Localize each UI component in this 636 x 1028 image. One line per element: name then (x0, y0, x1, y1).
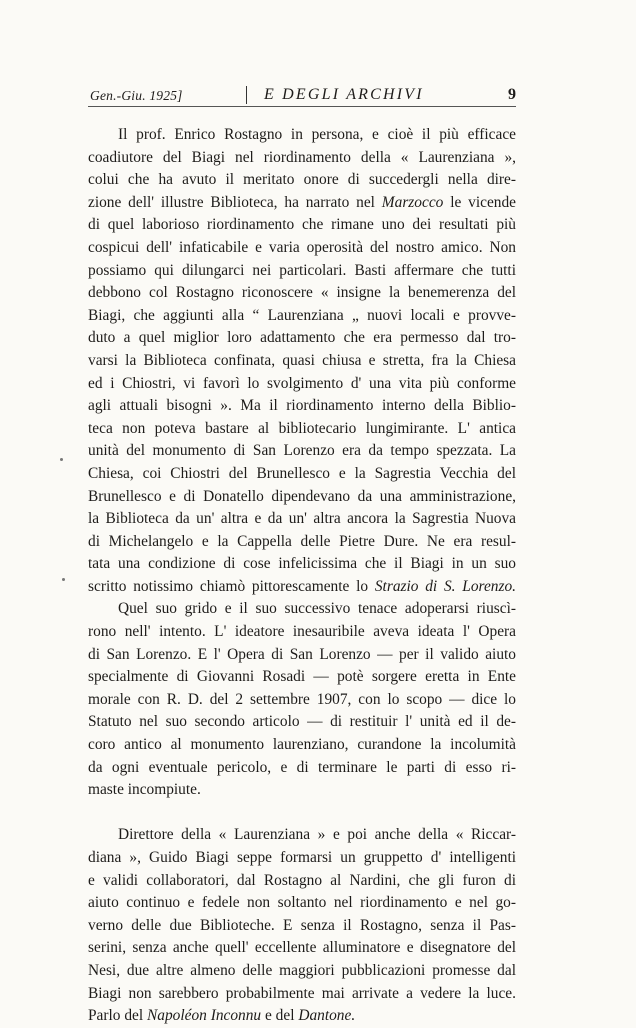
text-line (88, 892, 516, 915)
text-line (88, 237, 516, 260)
text-line (88, 305, 516, 328)
text-line (88, 1005, 516, 1028)
text-line (88, 440, 516, 463)
text-line (88, 124, 516, 147)
text-run: varsi la Biblioteca confinata, quasi chiusa e stretta, fra la Chiesa (88, 351, 516, 369)
text-line (88, 418, 516, 441)
text-run: le vicende (443, 193, 516, 211)
text-run: Brunellesco e di Donatello dipendevano da una amministrazione, (88, 487, 516, 505)
text-line (88, 553, 516, 576)
text-run: duto a quel miglior loro adattamento che era permesso dal tro- (88, 329, 516, 347)
text-line (88, 531, 516, 554)
text-run: Direttore della « Laurenziana » e poi anche della « Riccar- (118, 826, 516, 844)
text-run: Biagi, che aggiunti alla “ Laurenziana „ nuovi locali e provve- (88, 306, 516, 324)
text-run: morale con R. D. del 2 settembre 1907, con lo scopo — dice lo (88, 690, 516, 708)
text-run: Quel suo grido e il suo successivo tenace adoperarsi riuscì- (118, 600, 516, 618)
header-title: E DEGLI ARCHIVI (264, 86, 424, 103)
text-line (88, 147, 516, 170)
italic-title: Napoléon Inconnu (147, 1007, 262, 1025)
text-line (88, 350, 516, 373)
text-run: agli attuali bisogni ». Ma il riordinamento interno della Biblio- (88, 397, 516, 415)
text-line (88, 983, 516, 1006)
text-run: aiuto continuo e fedele non soltanto nel riordinamento e nel go- (88, 894, 516, 912)
text-run: cospicui dell' infaticabile e varia operosità del nostro amico. Non (88, 238, 516, 256)
text-line (88, 847, 516, 870)
text-line (88, 282, 516, 305)
italic-title: Dantone. (298, 1007, 356, 1025)
text-line (88, 870, 516, 893)
text-line (88, 214, 516, 237)
text-run: ed i Chiostri, vi favorì lo svolgimento d' una vita più conforme (88, 374, 516, 392)
text-run: specialmente di Giovanni Rosadi — potè sorgere eretta in Ente (88, 668, 516, 686)
text-line (88, 915, 516, 938)
text-run: di quel laborioso riordinamento che rimane uno dei resultati più (88, 216, 516, 234)
text-line (88, 486, 516, 509)
text-run: maste incompiute. (88, 781, 201, 799)
text-line (88, 395, 516, 418)
text-run: di San Lorenzo. E l' Opera di San Lorenzo — per il valido aiuto (88, 645, 516, 663)
text-run: Biagi non sarebbero probabilmente mai arrivate a vedere la luce. (88, 984, 516, 1002)
text-run: unità del monumento di San Lorenzo era da tempo spezzata. La (88, 442, 516, 460)
text-run: teca non poteva bastare al bibliotecario lungimirante. L' antica (88, 419, 516, 437)
text-run: coadiutore del Biagi nel riordinamento della « Laurenziana », (88, 148, 516, 166)
page-number: 9 (508, 86, 516, 103)
italic-title: Strazio di S. Lorenzo. (374, 577, 517, 595)
text-line (88, 576, 516, 599)
text-line (88, 192, 516, 215)
text-line (88, 327, 516, 350)
text-run: serini, senza anche quell' eccellente alluminatore e disegnatore del (88, 939, 516, 957)
text-run: verno delle due Biblioteche. E senza il Rostagno, senza il Pas- (88, 916, 516, 934)
text-run: zione dell' illustre Biblioteca, ha narrato nel (88, 193, 382, 211)
text-line (88, 779, 516, 802)
text-run: colui che ha avuto il meritato onore di succedergli nella dire- (88, 171, 516, 189)
text-run: la Biblioteca da un' altra e da un' altra ancora la Sagrestia Nuova (88, 510, 516, 528)
text-run: tata una condizione di cose infelicissima che il Biagi in un suo (88, 555, 516, 573)
scan-speck (62, 578, 65, 581)
text-run: Parlo del (88, 1007, 147, 1025)
text-line (88, 598, 516, 621)
text-line (88, 169, 516, 192)
scan-speck (60, 458, 63, 461)
text-line (88, 508, 516, 531)
header-date-range: Gen.-Giu. 1925] (90, 88, 183, 103)
text-line (88, 937, 516, 960)
text-line (88, 824, 516, 847)
text-run: Statuto nel suo secondo articolo — di restituir l' unità ed il de- (88, 713, 516, 731)
text-line (88, 711, 516, 734)
text-line (88, 960, 516, 983)
text-run: da ogni eventuale pericolo, e di terminare le parti di esso ri- (88, 758, 516, 776)
text-line (88, 260, 516, 283)
text-line (88, 644, 516, 667)
text-run: rono nell' intento. L' ideatore inesauribile aveva ideata l' Opera (88, 623, 516, 641)
text-line (88, 463, 516, 486)
running-header (88, 86, 516, 108)
text-line (88, 689, 516, 712)
text-run: coro antico al monumento laurenziano, curandone la incolumità (88, 736, 516, 754)
italic-title: Marzocco (381, 193, 444, 211)
body-text (88, 124, 516, 1028)
text-run: Nesi, due altre almeno delle maggiori pubblicazioni promesse dal (88, 961, 516, 979)
header-divider (246, 86, 247, 104)
text-run: di Michelangelo e la Cappella delle Pietre Dure. Ne era resul- (88, 532, 516, 550)
text-run: Chiesa, coi Chiostri del Brunellesco e la Sagrestia Vecchia del (88, 464, 516, 482)
text-line (88, 621, 516, 644)
text-run: debbono col Rostagno riconoscere « insigne la benemerenza del (88, 284, 516, 302)
text-run: possiamo qui dilungarci nei particolari. Basti affermare che tutti (88, 261, 516, 279)
text-line (88, 734, 516, 757)
text-run: Il prof. Enrico Rostagno in persona, e cioè il più efficace (118, 126, 516, 143)
text-line (88, 373, 516, 396)
text-run: e validi collaboratori, dal Rostagno al Nardini, che gli furon di (88, 871, 516, 889)
text-line (88, 757, 516, 780)
text-run: diana », Guido Biagi seppe formarsi un gruppetto d' intelligenti (88, 849, 516, 866)
text-line (88, 666, 516, 689)
text-run: scritto notissimo chiamò pittorescamente lo (88, 577, 375, 595)
header-rule (88, 106, 516, 107)
text-run: e del (261, 1007, 299, 1025)
